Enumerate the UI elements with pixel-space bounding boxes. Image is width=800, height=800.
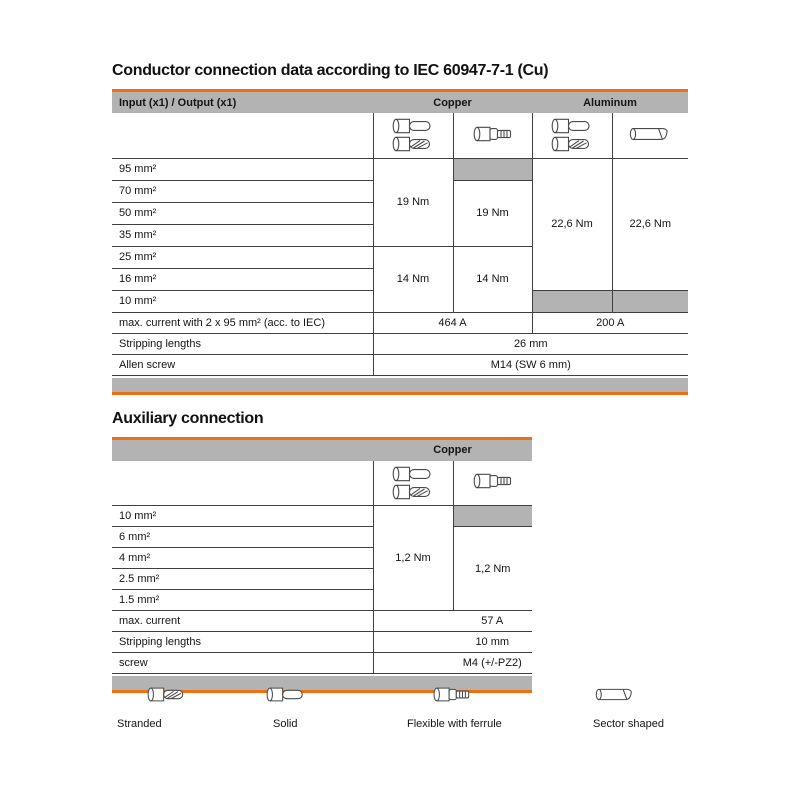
auxiliary-table-header-row <box>112 440 532 461</box>
conductor-table-header-row <box>112 92 688 113</box>
icon-row-spacer <box>112 113 373 158</box>
max-current-row <box>112 611 532 632</box>
max-current-row <box>112 312 688 333</box>
legend-label: Stranded <box>117 718 162 730</box>
auxiliary-icon-row <box>112 461 532 506</box>
not-applicable-cell <box>532 290 612 312</box>
legend-item-ferrule <box>407 686 502 730</box>
stranded-wire-icon <box>391 484 435 500</box>
solid-wire-icon <box>550 118 594 134</box>
conductor-table-title: Conductor connection data according to IEC 60947-7-1 (Cu) <box>112 62 549 79</box>
solid-wire-icon <box>391 466 435 482</box>
solid-icon <box>265 686 307 703</box>
table-row <box>112 527 532 548</box>
ferrule-wire-icon <box>471 126 515 142</box>
not-applicable-cell <box>612 290 688 312</box>
size-label: 2.5 mm² <box>112 569 373 590</box>
torque-copper-direct: 1,2 Nm <box>373 506 453 611</box>
table-row <box>112 506 532 527</box>
not-applicable-cell <box>453 506 532 527</box>
copper-solid-stranded-cell <box>373 461 453 506</box>
auxiliary-connection-table <box>112 440 532 675</box>
size-label: 16 mm² <box>112 268 373 290</box>
accent-rule <box>112 392 688 395</box>
ferrule-icon <box>431 686 473 703</box>
legend-label: Sector shaped <box>593 718 664 730</box>
stranded-icon <box>146 686 188 703</box>
not-applicable-cell <box>453 158 532 180</box>
allen-screw-value: M14 (SW 6 mm) <box>373 354 688 375</box>
sector-icon <box>594 686 636 703</box>
wire-type-legend <box>112 686 732 756</box>
copper-solid-stranded-cell <box>373 113 453 158</box>
table-end-bar <box>112 378 688 392</box>
torque-aluminum-direct: 22,6 Nm <box>532 158 612 290</box>
size-label: 50 mm² <box>112 202 373 224</box>
size-label: 10 mm² <box>112 506 373 527</box>
auxiliary-table-title: Auxiliary connection <box>112 409 264 427</box>
stripping-length-value: 10 mm <box>373 632 532 653</box>
content-column <box>112 62 688 693</box>
torque-copper-direct-low: 14 Nm <box>373 246 453 312</box>
copper-column-header: Copper <box>373 92 532 113</box>
copper-ferrule-cell <box>453 461 532 506</box>
legend-label: Solid <box>273 718 298 730</box>
aluminum-sector-cell <box>612 113 688 158</box>
allen-screw-row <box>112 354 688 375</box>
copper-ferrule-cell <box>453 113 532 158</box>
legend-item-stranded <box>117 686 188 730</box>
legend-item-solid <box>273 686 307 730</box>
copper-column-header: Copper <box>373 440 532 461</box>
max-current-label: max. current with 2 x 95 mm² (acc. to IEC) <box>112 312 373 333</box>
screw-row <box>112 653 532 674</box>
size-label: 70 mm² <box>112 180 373 202</box>
size-label: 4 mm² <box>112 548 373 569</box>
max-current-label: max. current <box>112 611 373 632</box>
stripping-length-row <box>112 632 532 653</box>
stranded-wire-icon <box>550 136 594 152</box>
torque-copper-ferrule-high: 19 Nm <box>453 180 532 246</box>
ferrule-wire-icon <box>471 473 515 489</box>
allen-screw-label: Allen screw <box>112 354 373 375</box>
size-label: 10 mm² <box>112 290 373 312</box>
torque-copper-ferrule-low: 14 Nm <box>453 246 532 312</box>
size-label: 6 mm² <box>112 527 373 548</box>
table-row <box>112 158 688 180</box>
conductor-connection-table <box>112 92 688 376</box>
aluminum-column-header: Aluminum <box>532 92 688 113</box>
icon-row-spacer <box>112 461 373 506</box>
aluminum-solid-stranded-cell <box>532 113 612 158</box>
solid-wire-icon <box>391 118 435 134</box>
torque-copper-direct-high: 19 Nm <box>373 158 453 246</box>
size-label: 25 mm² <box>112 246 373 268</box>
legend-label: Flexible with ferrule <box>407 718 502 730</box>
size-label: 95 mm² <box>112 158 373 180</box>
sector-wire-icon <box>628 126 672 142</box>
stripping-length-value: 26 mm <box>373 333 688 354</box>
max-current-value: 57 A <box>373 611 532 632</box>
stripping-length-label: Stripping lengths <box>112 632 373 653</box>
conductor-icon-row <box>112 113 688 158</box>
max-current-aluminum-value: 200 A <box>532 312 688 333</box>
size-label: 35 mm² <box>112 224 373 246</box>
size-label: 1.5 mm² <box>112 590 373 611</box>
stripping-length-label: Stripping lengths <box>112 333 373 354</box>
auxiliary-header-spacer <box>112 440 373 461</box>
torque-copper-ferrule: 1,2 Nm <box>453 527 532 611</box>
max-current-copper-value: 464 A <box>373 312 532 333</box>
screw-label: screw <box>112 653 373 674</box>
stranded-wire-icon <box>391 136 435 152</box>
legend-item-sector <box>593 686 664 730</box>
input-output-header: Input (x1) / Output (x1) <box>112 92 373 113</box>
screw-value: M4 (+/-PZ2) <box>373 653 532 674</box>
torque-aluminum-sector: 22,6 Nm <box>612 158 688 290</box>
stripping-length-row <box>112 333 688 354</box>
